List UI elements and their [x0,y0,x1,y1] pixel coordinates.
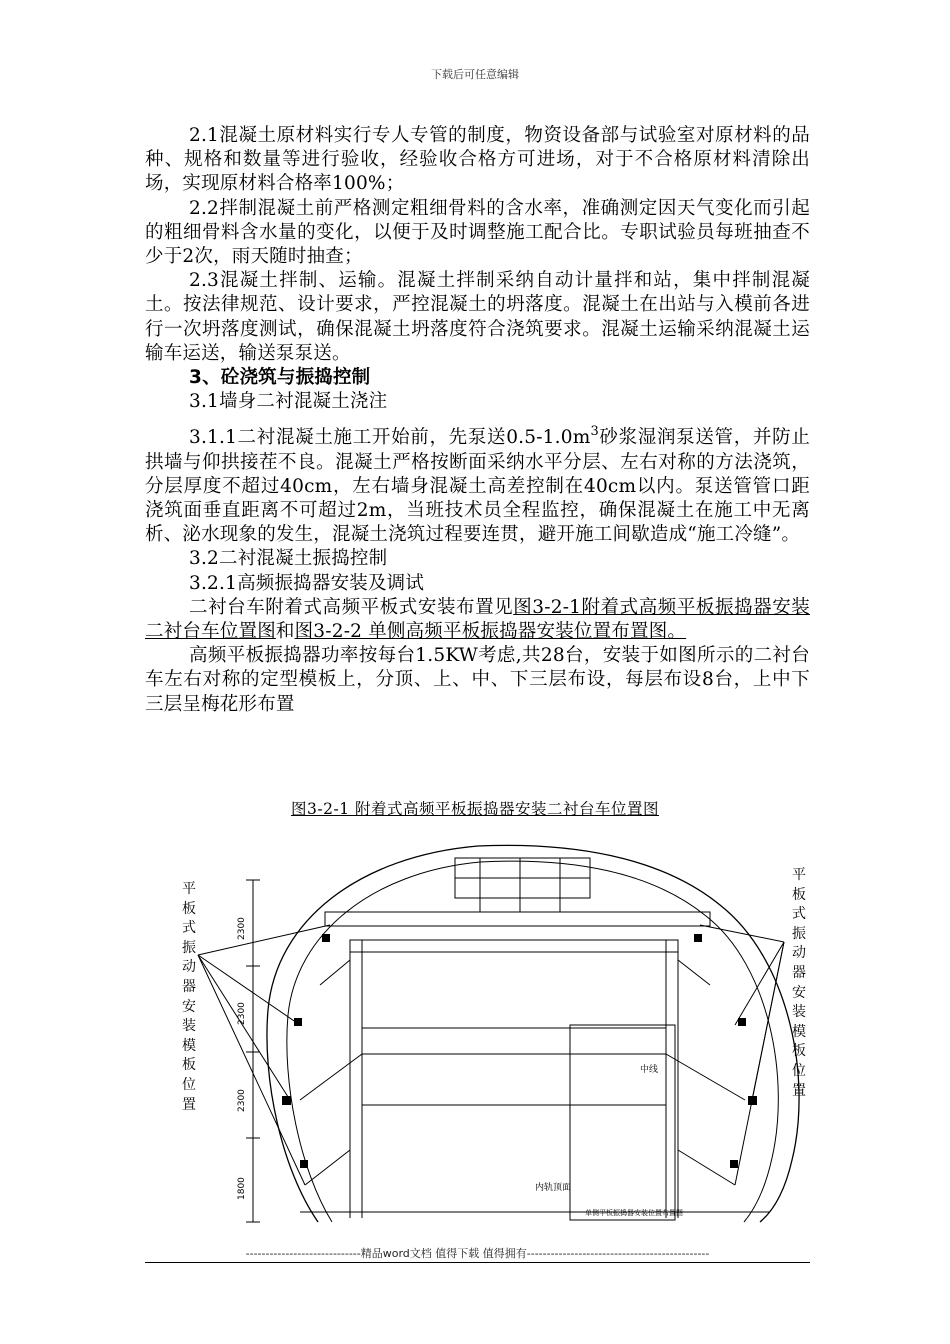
label-char: 动 [792,945,806,962]
label-char: 板 [182,1057,196,1074]
heading-3: 3、砼浇筑与振捣控制 [189,367,371,389]
tunnel-outer-profile [267,845,799,1222]
vibrator-marker [300,1160,308,1168]
paragraph-3-1-1 [145,426,810,547]
mid-label: 中线 [640,1065,659,1075]
strut [678,1150,735,1185]
heading-3-2-1: 3.2.1高频振捣器安装及调试 [189,572,425,594]
top-beam [325,912,710,926]
page-header: 下载后可任意编辑 [431,68,519,81]
strut [678,960,710,985]
strut [320,960,350,985]
label-char: 板 [182,900,196,917]
paragraph-2-2: 2.2拌制混凝土前严格测定粗细骨料的含水率，准确测定因天气变化而引起的粗细骨料含水量的变化，以便于及时调整施工配合比。专职试验员每班抽查不少于2次，雨天随时抽查； [145,197,810,268]
dim-text-3: 2300 [237,1089,247,1112]
strut [305,1150,350,1185]
label-char: 平 [792,867,806,883]
vibrator-marker [282,1096,291,1105]
paragraph-2-3: 2.3混凝土拌制、运输。混凝土拌制采纳自动计量拌和站，集中拌制混凝土。按法律规范、设计要求，严控混凝土的坍落度。混凝土在出站与入模前各进行一次坍落度测试，确保混凝土坍落度符合浇筑要求。混凝土运输采纳混凝土运输车运送，输送泵泵送。 [145,270,810,364]
leader-line [198,955,305,1185]
footer-rule [145,1262,810,1263]
figure-caption: 图3-2-1 附着式高频平板振捣器安装二衬台车位置图 [291,800,659,818]
tunnel-inner-lining [287,861,778,1222]
vibrator-marker [322,934,330,942]
label-char: 模 [182,1037,196,1054]
vibrator-marker [294,1018,302,1026]
vibrator-markers [282,934,757,1168]
label-char: 置 [182,1096,196,1113]
superscript-3: 3 [590,424,599,440]
paragraph-3-1-1-end: 砂浆湿润泵送管，并防止拱墙与仰拱接茬不良。混凝土严格按断面采纳水平分层、左右对称的方法浇筑，分层厚度不超过40cm，左右墙身混凝土高差控制在40cm以内。泵送管管口距浇筑面垂直距离不可超过2m，当班技术员全程监控，确保混凝土在施工中无离析、泌水现象的发生，混凝土浇筑过程要连贯，避开施工间歇造成“施工冷缝”。 [145,427,811,546]
label-char: 装 [182,1018,196,1035]
page-footer: -----------------------------精品word文档 值得下载 值得拥有---------------------------------------------- [245,1247,710,1260]
vibrator-marker [748,1096,757,1105]
vibrator-marker [730,1160,738,1168]
figure-link-3-2-1[interactable]: 图3-2-1附着式高频平板振捣器安装二衬台车位置图 [145,596,810,643]
note-label: 单侧平板振捣器安装位置布置图 [585,1209,683,1217]
label-char: 振 [182,939,196,956]
vibrator-marker [738,1018,746,1026]
leader-line [198,955,290,1100]
label-char: 装 [792,1004,806,1021]
paragraph-2-1: 2.1混凝土原材料实行专人专管的制度，物资设备部与试验室对原材料的品种、规格和数量等进行验收，经验收合格方可进场，对于不合格原材料清除出场，实现原材料合格率100%； [145,125,810,195]
document-body [145,124,810,717]
leader-line [198,925,330,955]
dim-text-2: 2300 [237,1002,247,1025]
label-char: 板 [792,1043,806,1060]
label-char: 器 [792,964,806,981]
dim-text-4: 1800 [237,1177,247,1200]
label-char: 板 [792,886,806,903]
tunnel-formwork-drawing [170,838,820,1238]
heading-3-2: 3.2二衬混凝土振捣控制 [189,548,388,570]
strut [300,1054,362,1100]
layout-text: 二衬台车附着式高频平板式安装布置见 [189,596,514,618]
paragraph-power: 高频平板振捣器功率按每台1.5KW考虑,共28台，安装于如图所示的二衬台车左右对称的定型模板上，分顶、上、中、下三层布设，每层布设8台，上中下三层呈梅花形布置 [145,645,810,715]
dim-text-1: 2300 [237,917,247,940]
label-char: 动 [182,959,196,976]
label-char: 器 [182,978,196,995]
label-char: 振 [792,925,806,942]
leader-line [700,925,784,942]
label-char: 安 [792,984,806,1001]
label-char: 安 [182,998,196,1015]
mid-cross-beam [362,1028,666,1054]
label-char: 位 [792,1062,806,1079]
label-char: 式 [792,906,806,923]
rail-label: 内轨顶面 [535,1183,572,1193]
figure-link-3-2-2[interactable]: 图3-2-2 单侧高频平板振捣器安装位置布置图。 [294,621,687,643]
heading-3-1: 3.1墙身二衬混凝土浇注 [189,391,388,413]
label-char: 模 [792,1023,806,1040]
label-char: 位 [182,1076,196,1093]
layout-and: 和 [275,621,295,643]
paragraph-layout [145,596,810,644]
label-char: 式 [182,920,196,937]
vibrator-marker [694,934,702,942]
label-char: 平 [182,881,196,897]
paragraph-3-1-1-start: 3.1.1二衬混凝土施工开始前，先泵送0.5-1.0m [189,427,591,449]
upper-frame [350,940,678,952]
label-char: 置 [792,1082,806,1099]
